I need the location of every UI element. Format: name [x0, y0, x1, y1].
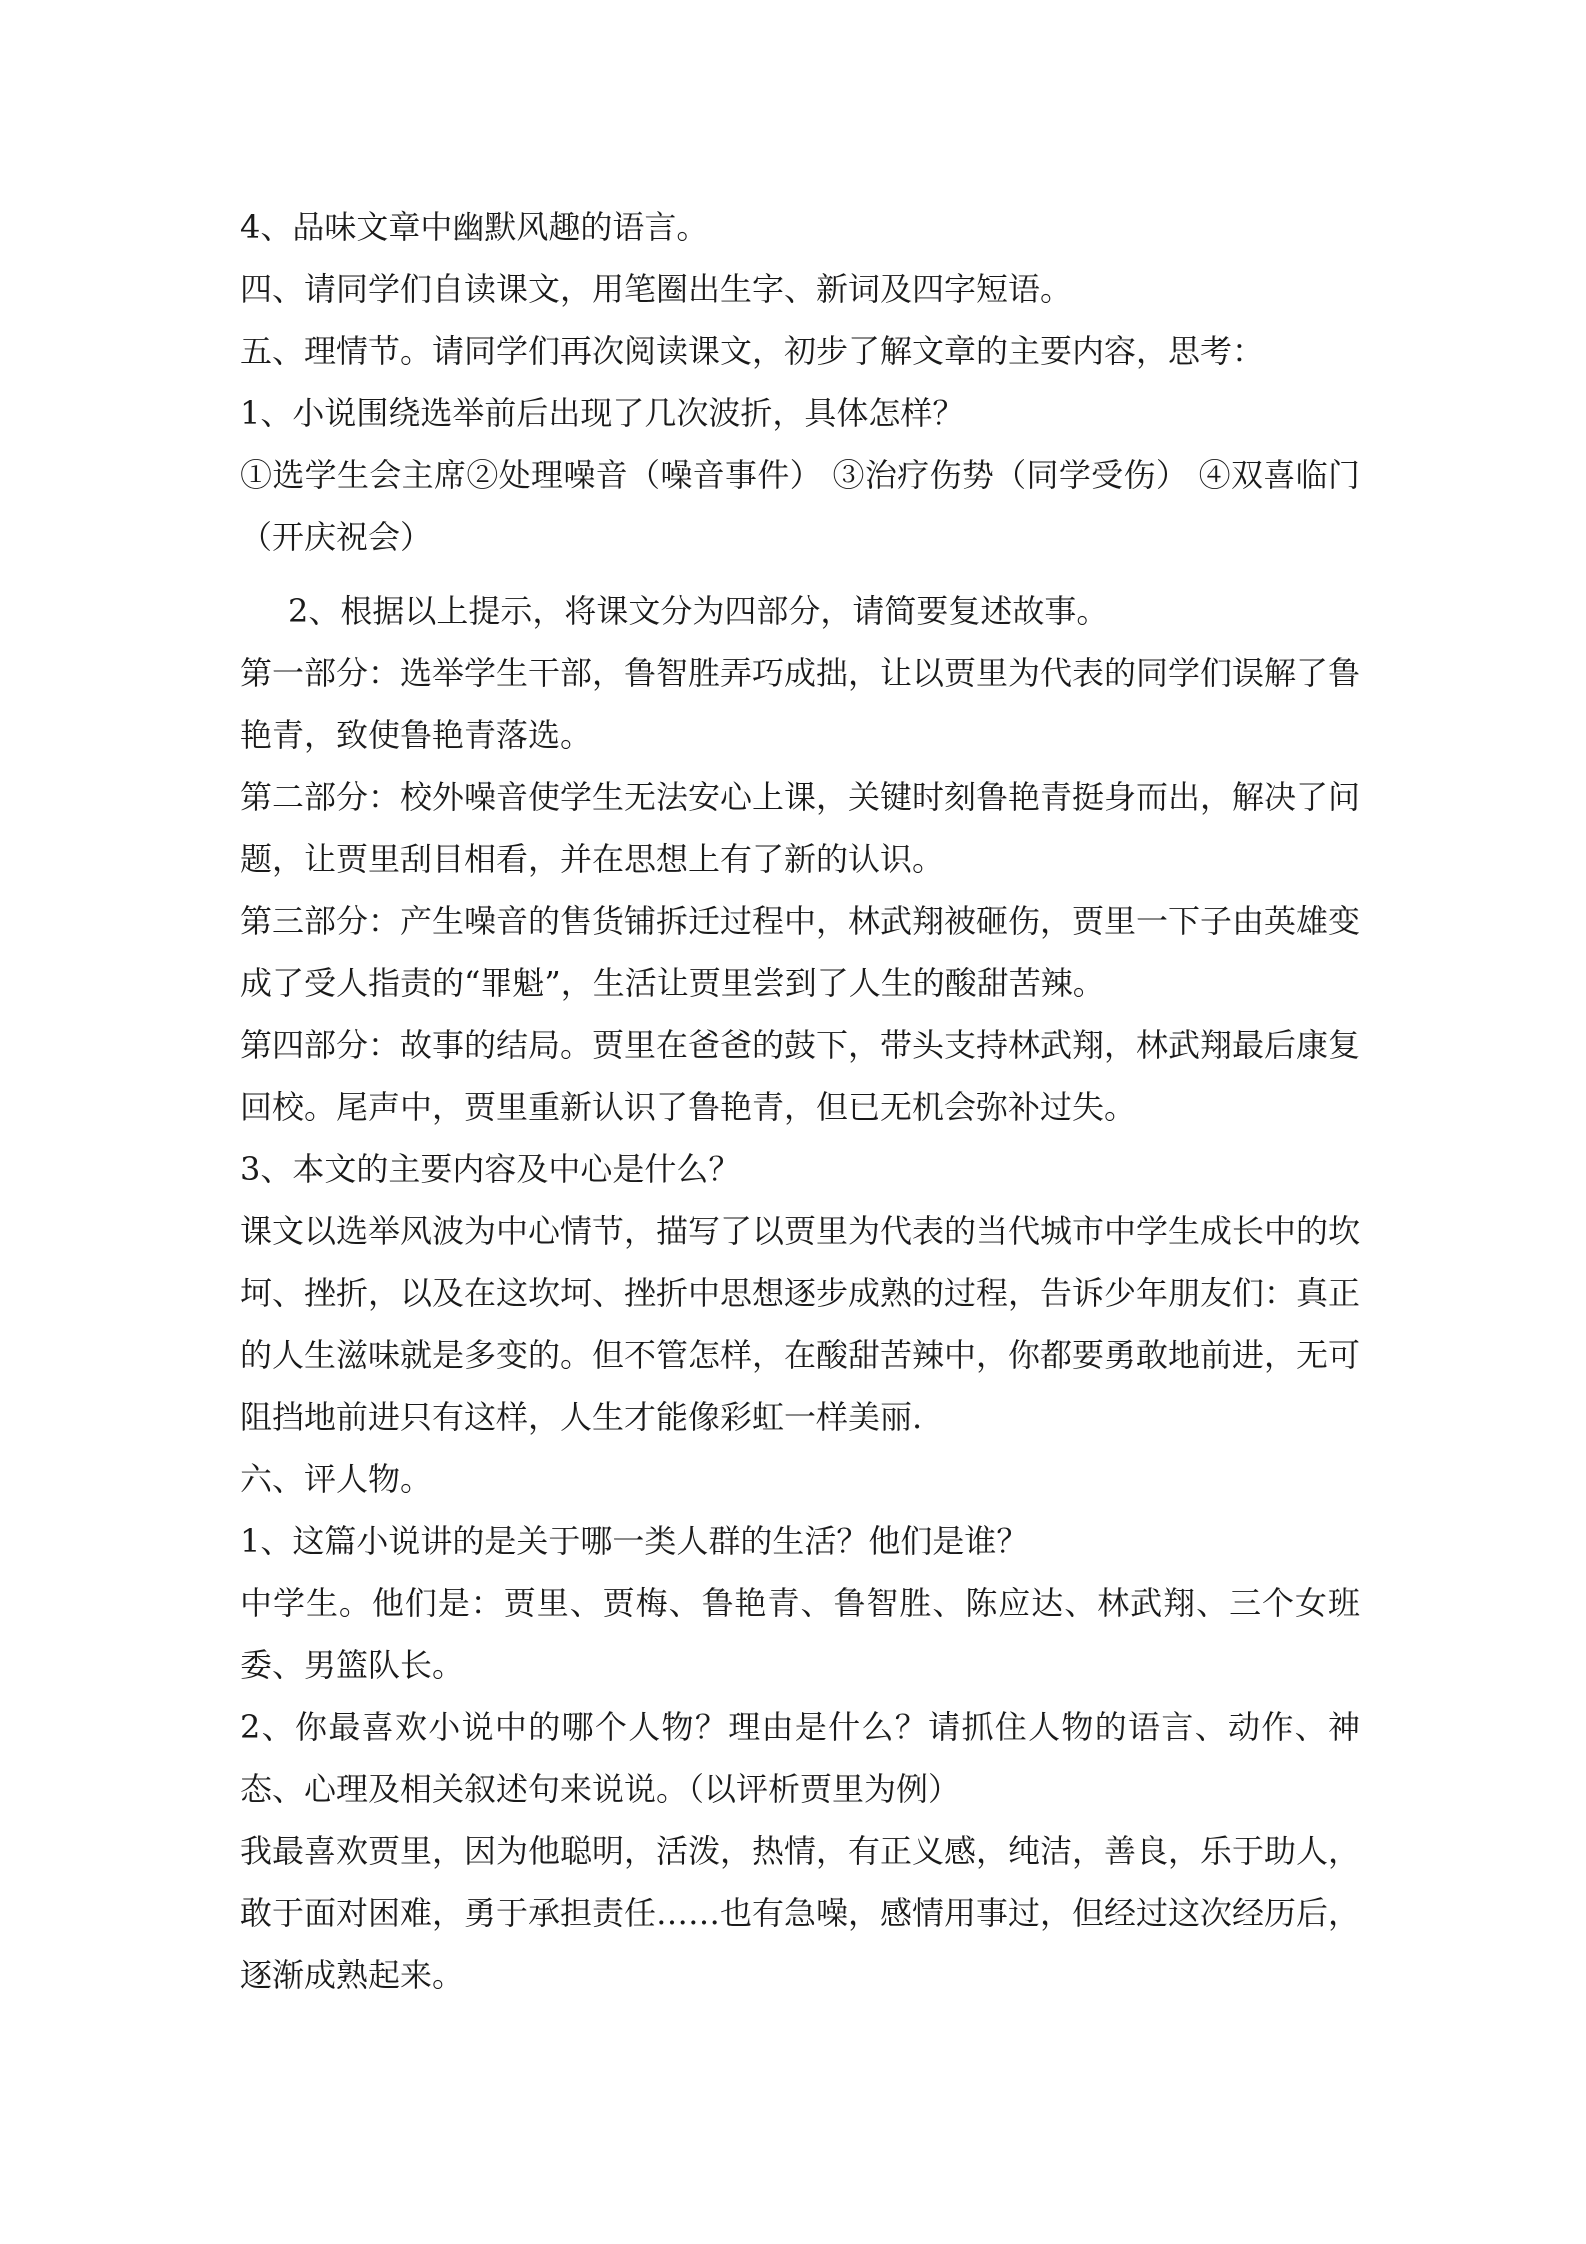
paragraph-item-4: 4、品味文章中幽默风趣的语言。 — [240, 208, 709, 246]
character-question-1: 1、这篇小说讲的是关于哪一类人群的生活？他们是谁？ — [240, 1522, 1029, 1560]
character-question-2: 2、你最喜欢小说中的哪个人物？理由是什么？请抓住人物的语言、动作、神态、心理及相关叙述句来说说。（以评析贾里为例） — [240, 1708, 1360, 1808]
part-two: 第二部分：校外噪音使学生无法安心上课，关键时刻鲁艳青挺身而出，解决了问题，让贾里刮目相看，并在思想上有了新的认识。 — [240, 778, 1361, 878]
section-heading-six: 六、评人物。 — [240, 1460, 433, 1498]
character-answer-2: 我最喜欢贾里，因为他聪明，活泼，热情，有正义感，纯洁，善良，乐于助人，敢于面对困难，勇于承担责任……也有急噪，感情用事过，但经过这次经历后，逐渐成熟起来。 — [240, 1832, 1361, 1994]
part-one: 第一部分：选举学生干部，鲁智胜弄巧成拙，让以贾里为代表的同学们误解了鲁艳青，致使鲁艳青落选。 — [240, 654, 1361, 754]
part-three: 第三部分：产生噪音的售货铺拆迁过程中，林武翔被砸伤，贾里一下子由英雄变成了受人指责的“罪魁”，生活让贾里尝到了人生的酸甜苦辣。 — [240, 902, 1361, 1002]
character-answer-1: 中学生。他们是：贾里、贾梅、鲁艳青、鲁智胜、陈应达、林武翔、三个女班委、男篮队长。 — [240, 1584, 1360, 1684]
section-heading-five: 五、理情节。请同学们再次阅读课文，初步了解文章的主要内容，思考： — [240, 332, 1265, 370]
question-2: 2、根据以上提示，将课文分为四部分，请简要复述故事。 — [288, 592, 1109, 630]
question-1: 1、小说围绕选举前后出现了几次波折，具体怎样？ — [240, 394, 965, 432]
answer-1: ①选学生会主席②处理噪音（噪音事件） ③治疗伤势（同学受伤） ④双喜临门（开庆祝会） — [240, 456, 1360, 556]
part-four: 第四部分：故事的结局。贾里在爸爸的鼓下，带头支持林武翔，林武翔最后康复回校。尾声中，贾里重新认识了鲁艳青，但已无机会弥补过失。 — [240, 1026, 1361, 1126]
question-3: 3、本文的主要内容及中心是什么？ — [240, 1150, 741, 1188]
answer-3: 课文以选举风波为中心情节，描写了以贾里为代表的当代城市中学生成长中的坎坷、挫折，以及在这坎坷、挫折中思想逐步成熟的过程，告诉少年朋友们：真正的人生滋味就是多变的。但不管怎样，在酸甜苦辣中，你都要勇敢地前进，无可阻挡地前进只有这样，人生才能像彩虹一样美丽. — [240, 1212, 1361, 1436]
section-heading-four: 四、请同学们自读课文，用笔圈出生字、新词及四字短语。 — [240, 270, 1073, 308]
document-body — [240, 196, 1360, 2006]
